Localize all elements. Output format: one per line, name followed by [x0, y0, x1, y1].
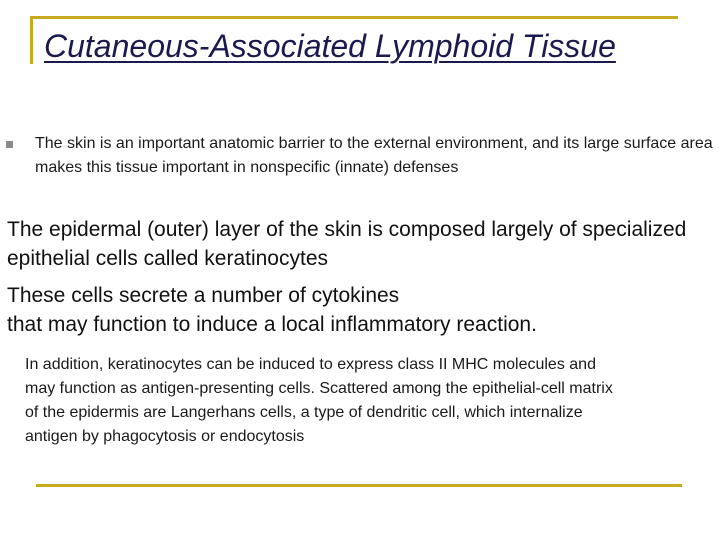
langerhans-paragraph: In addition, keratinocytes can be induced to express class II MHC molecules and may function as antigen-presenting cells. Scattered among the epithelial-cell matrix of the epidermis are Langerhans cells, a type of dendritic cell, which internalize antigen by phagocytosis or endocytosis — [25, 356, 613, 445]
bottom-accent-rule — [36, 484, 682, 487]
cytokines-line-1: These cells secrete a number of cytokines — [7, 284, 400, 307]
cytokines-paragraph — [7, 281, 707, 339]
square-bullet-icon — [6, 141, 13, 148]
top-accent-rule — [30, 16, 678, 19]
bullet-text: The skin is an important anatomic barrier to the external environment, and its large surface area makes this tissue important in nonspecific (innate) defenses — [35, 135, 713, 176]
slide-title: Cutaneous-Associated Lymphoid Tissue — [44, 28, 616, 64]
left-accent-rule — [30, 16, 33, 64]
epidermis-paragraph: The epidermal (outer) layer of the skin is composed largely of specialized epithelial cells called keratinocytes — [7, 218, 687, 270]
cytokines-line-2: that may function to induce a local inflammatory reaction. — [7, 313, 537, 336]
